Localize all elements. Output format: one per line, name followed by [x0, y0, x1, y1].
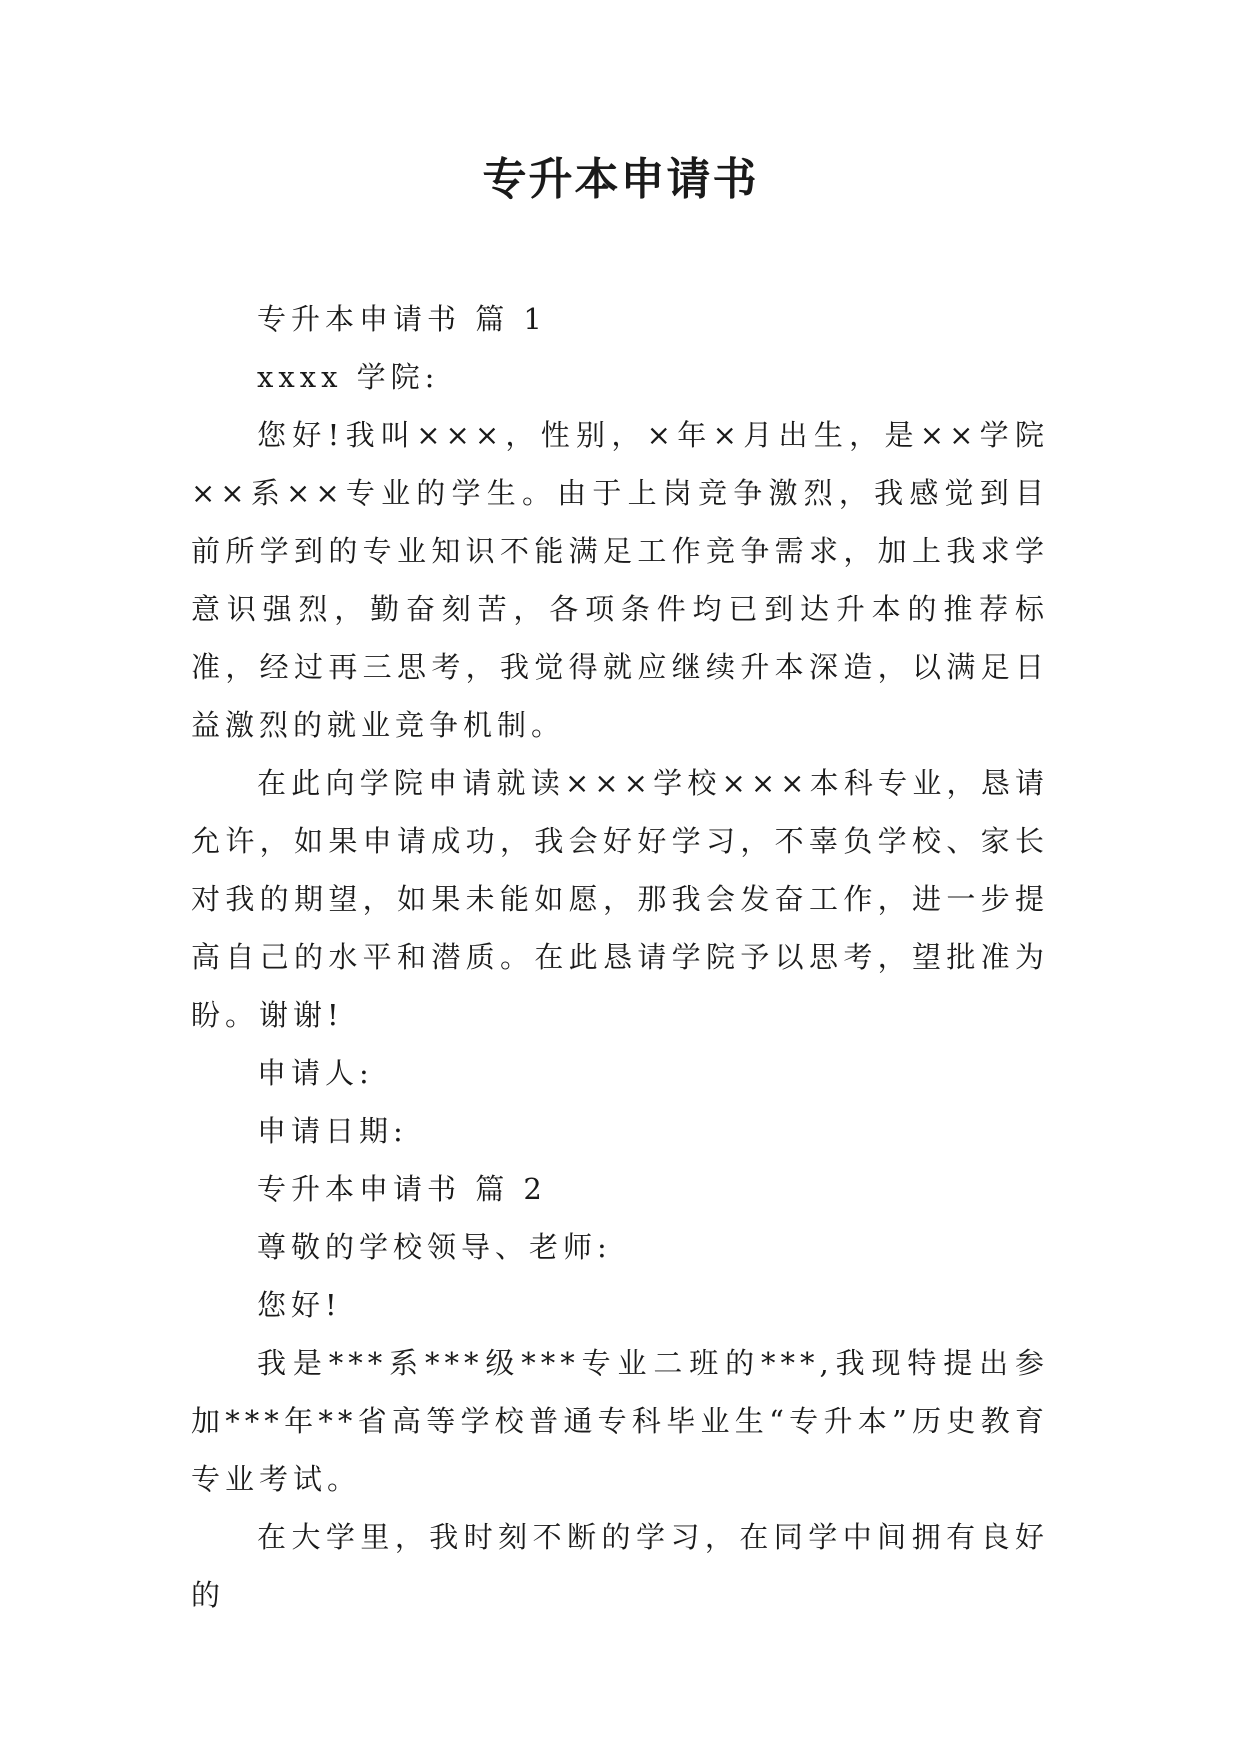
document-title: 专升本申请书 — [482, 154, 759, 205]
greeting-2: 您好! — [257, 1288, 342, 1322]
paragraph-intro-2: 我是***系***级***专业二班的***,我现特提出参加***年**省高等学校普通专科毕业生“专升本”历史教育专业考试。 — [191, 1346, 1049, 1496]
paragraph-university-2: 在大学里，我时刻不断的学习，在同学中间拥有良好的 — [191, 1520, 1049, 1612]
section-heading-1: 专升本申请书 篇 1 — [257, 302, 547, 336]
section-heading-2: 专升本申请书 篇 2 — [257, 1172, 547, 1206]
salutation-2: 尊敬的学校领导、老师: — [257, 1230, 612, 1264]
paragraph-request-1: 在此向学院申请就读×××学校×××本科专业，恳请允许，如果申请成功，我会好好学习，不辜负学校、家长对我的期望，如果未能如愿，那我会发奋工作，进一步提高自己的水平和潜质。在此恳请学院予以思考，望批准为盼。谢谢! — [191, 766, 1049, 1032]
paragraph-intro-1: 您好!我叫×××，性别，×年×月出生，是××学院××系××专业的学生。由于上岗竞争激烈，我感觉到目前所学到的专业知识不能满足工作竞争需求，加上我求学意识强烈，勤奋刻苦，各项条件均已到达升本的推荐标准，经过再三思考，我觉得就应继续升本深造，以满足日益激烈的就业竞争机制。 — [191, 418, 1049, 742]
application-date-line: 申请日期: — [257, 1114, 408, 1148]
applicant-line: 申请人: — [257, 1056, 374, 1090]
salutation-1: xxxx 学院: — [257, 360, 440, 394]
document-body — [191, 290, 1049, 1624]
